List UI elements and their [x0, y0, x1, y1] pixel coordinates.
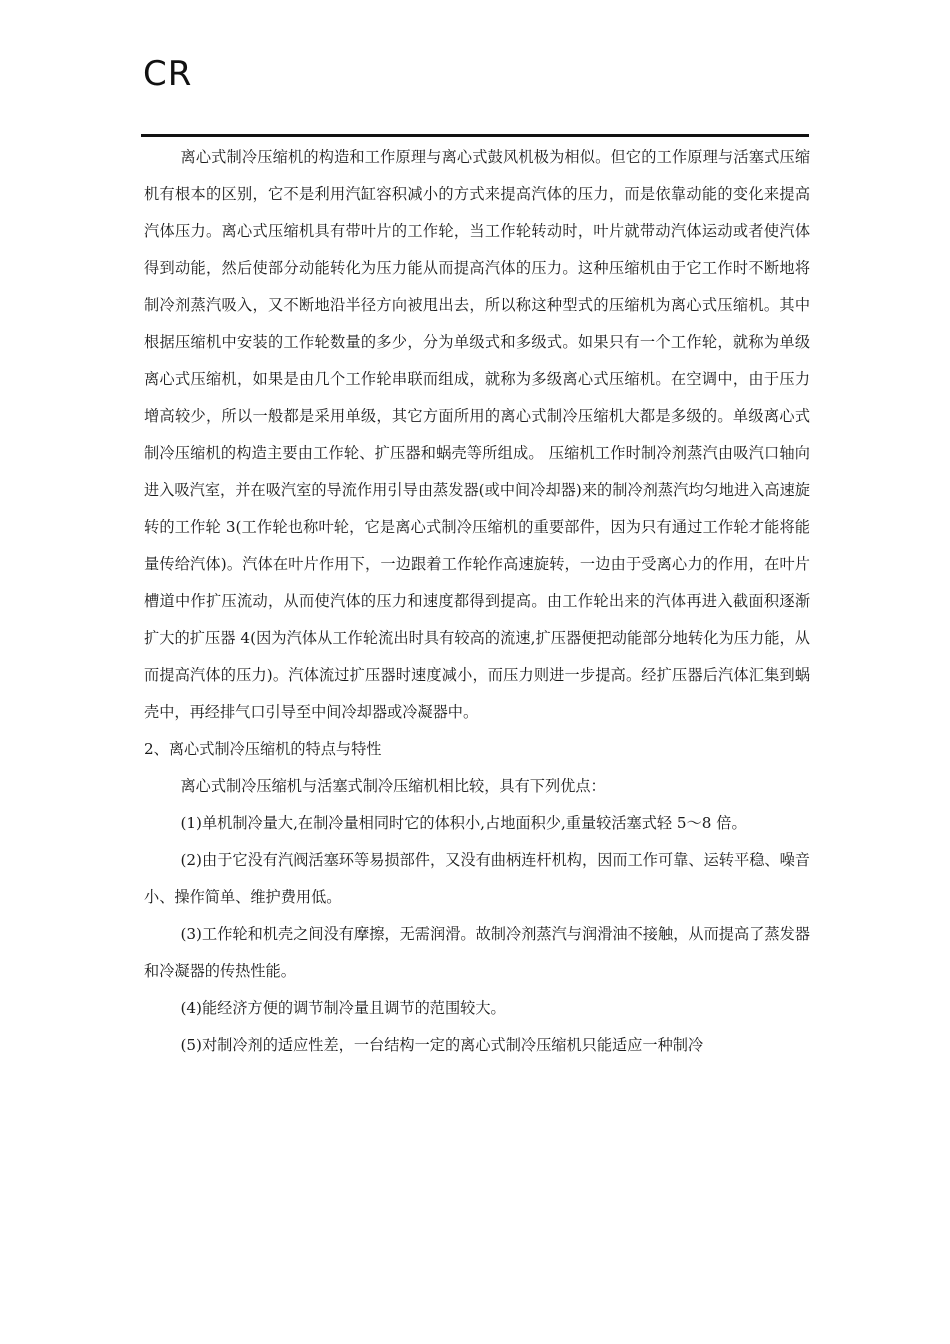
header-logo: CR [143, 54, 193, 94]
list-item-4: (4)能经济方便的调节制冷量且调节的范围较大。 [180, 999, 506, 1017]
body-paragraph-principle: 离心式制冷压缩机的构造和工作原理与离心式鼓风机极为相似。但它的工作原理与活塞式压缩机有根本的区别，它不是利用汽缸容积减小的方式来提高汽体的压力，而是依靠动能的变化来提高汽体压力。离心式压缩机具有带叶片的工作轮，当工作轮转动时，叶片就带动汽体运动或者使汽体得到动能，然后使部分动能转化为压力能从而提高汽体的压力。这种压缩机由于它工作时不断地将制冷剂蒸汽吸入，又不断地沿半径方向被甩出去，所以称这种型式的压缩机为离心式压缩机。其中根据压缩机中安装的工作轮数量的多少，分为单级式和多级式。如果只有一个工作轮，就称为单级离心式压缩机，如果是由几个工作轮串联而组成，就称为多级离心式压缩机。在空调中，由于压力增高较少，所以一般都是采用单级，其它方面所用的离心式制冷压缩机大都是多级的。单级离心式制冷压缩机的构造主要由工作轮、扩压器和蜗壳等所组成。 压缩机工作时制冷剂蒸汽由吸汽口轴向进入吸汽室，并在吸汽室的导流作用引导由蒸发器(或中间冷却器)来的制冷剂蒸汽均匀地进入高速旋转的工作轮 3(工作轮也称叶轮，它是离心式制冷压缩机的重要部件，因为只有通过工作轮才能将能量传给汽体)。汽体在叶片作用下，一边跟着工作轮作高速旋转，一边由于受离心力的作用，在叶片槽道中作扩压流动，从而使汽体的压力和速度都得到提高。由工作轮出来的汽体再进入截面积逐渐扩大的扩压器 4(因为汽体从工作轮流出时具有较高的流速,扩压器便把动能部分地转化为压力能，从而提高汽体的压力)。汽体流过扩压器时速度减小，而压力则进一步提高。经扩压器后汽体汇集到蜗壳中，再经排气口引导至中间冷却器或冷凝器中。 [144, 148, 810, 721]
list-item-3: (3)工作轮和机壳之间没有摩擦，无需润滑。故制冷剂蒸汽与润滑油不接触，从而提高了蒸发器和冷凝器的传热性能。 [144, 925, 810, 980]
list-item-2: (2)由于它没有汽阀活塞环等易损部件，又没有曲柄连杆机构，因而工作可靠、运转平稳、噪音小、操作简单、维护费用低。 [144, 851, 810, 906]
section-heading: 2、离心式制冷压缩机的特点与特性 [144, 740, 382, 758]
list-item-5: (5)对制冷剂的适应性差，一台结构一定的离心式制冷压缩机只能适应一种制冷 [180, 1036, 704, 1054]
list-item-1: (1)单机制冷量大,在制冷量相同时它的体积小,占地面积少,重量较活塞式轻 5～8 倍。 [180, 814, 747, 832]
document-body [144, 139, 810, 1064]
body-paragraph-intro: 离心式制冷压缩机与活塞式制冷压缩机相比较，具有下列优点： [180, 777, 606, 795]
header-divider [141, 134, 809, 137]
